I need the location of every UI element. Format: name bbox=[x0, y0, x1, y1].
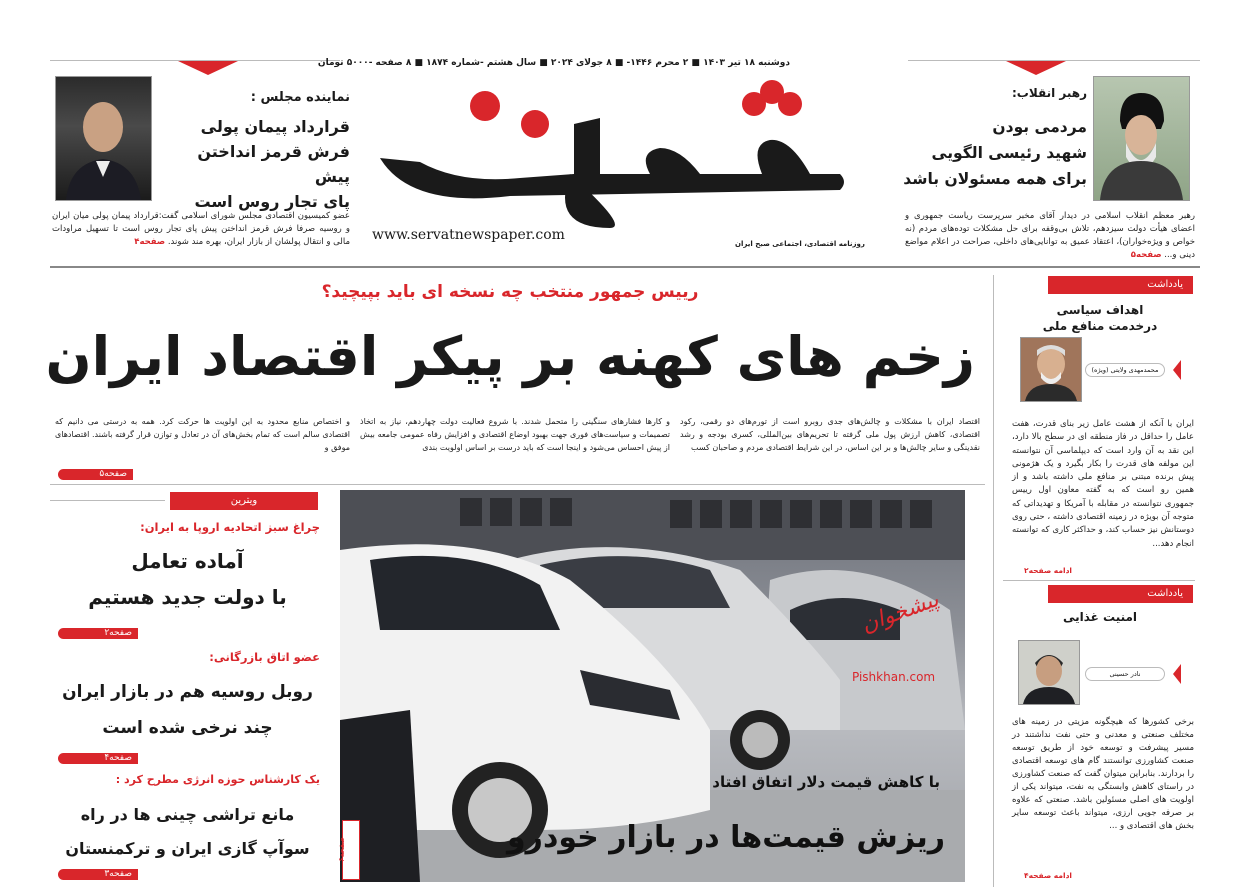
showcase-item-3-line1: مانع تراشی چینی ها در راه bbox=[80, 805, 295, 824]
column-1-body: ایران با آنکه از هشت عامل زیر بنای قدرت، هفت عامل را حداقل در فاز منطقه ای در سطح بالا دارد، این نقد به آن وارد است که دیپلماسی آن نتوانسته این مولفه های قدرت را بکار بگیرد و یک هژمونی پیش برنده مبتنی بر منافع ملی داشته باشد و از همین رو است که به گفته معاون اول رییس جمهوری نتوانسته در مقابله با آمریکا و تهدیداتی که متوجه آن بویژه در زمینه اقتصادی داشته ، حتی روی دوستانش نیز حساب کند، و حداکثر کاری که توانسته انجام دهد... bbox=[1012, 419, 1194, 549]
left-story-headline-line2: فرش قرمز انداختن پیش bbox=[197, 142, 350, 186]
left-story-kicker: نماینده مجلس : bbox=[250, 90, 350, 105]
showcase-item-3-kicker: یک کارشناس حوزه انرژی مطرح کرد : bbox=[115, 773, 320, 786]
main-story-page-ref[interactable]: صفحه۵ bbox=[58, 469, 133, 480]
showcase-item-3-line2: سوآپ گازی ایران و ترکمنستان bbox=[65, 839, 310, 858]
left-story-headline-line1: قرارداد پیمان پولی bbox=[200, 117, 350, 136]
mp-portrait bbox=[55, 76, 152, 201]
column-2-tag: یادداشت bbox=[1048, 585, 1193, 603]
column-1-author: محمدمهدی ولایتی (ویژه) bbox=[1085, 363, 1165, 377]
column-1-title[interactable] bbox=[1005, 302, 1195, 334]
showcase-item-3-headline[interactable] bbox=[55, 798, 320, 866]
masthead-divider bbox=[50, 266, 1200, 268]
column-1-tag: یادداشت bbox=[1048, 276, 1193, 294]
watermark-url: Pishkhan.com bbox=[852, 670, 936, 684]
showcase-item-2-line2: چند نرخی شده است bbox=[102, 718, 273, 738]
logo-graphic bbox=[370, 78, 850, 228]
photo-story-headline[interactable]: ریزش قیمت‌ها در بازار خودرو bbox=[507, 820, 945, 855]
main-story-kicker: رییس جمهور منتخب چه نسخه ای باید بپیچید؟ bbox=[321, 282, 699, 302]
column-1-arrow-marker bbox=[1173, 360, 1181, 380]
column-2-author-photo bbox=[1018, 640, 1080, 705]
main-story-col-2: و کارها فشارهای سنگینی را متحمل شدند. با شروع فعالیت دولت چهاردهم، نیاز به اتخاذ تصمیمات و سیاست‌های فوری جهت بهبود اوضاع اقتصادی و افزایش رفاه عمومی جامعه بیش از پیش احساس می‌شود و اینجا است که باید درست بر اساس اولویت بندی bbox=[360, 417, 670, 452]
right-story-body: رهبر معظم انقلاب اسلامی در دیدار آقای مخبر سرپرست ریاست جمهوری و اعضای هیأت دولت سیزدهم، تلاش بی‌وقفه برای حل مشکلات توده‌های مردم (نه خواص و ویژه‌خواران)، اعتقاد عمیق به توانایی‌های داخلی، صراحت در اعلام مواضع دینی و... صفحه۵ bbox=[905, 211, 1195, 260]
left-story-headline-line3: پای تجار روس است bbox=[194, 192, 350, 211]
main-story-col-1: اقتصاد ایران با مشکلات و چالش‌های جدی روبرو است از تورم‌های دو رقمی، رکود اقتصادی، کاهش ارزش پول ملی گرفته تا تحریم‌های بین‌المللی، کسری بودجه و رشد نقدینگی و سایر چالش‌ها و بر این اساس، در این شرایط اقتصادی مردم و صاحبان کسب bbox=[680, 417, 980, 452]
right-story-kicker: رهبر انقلاب: bbox=[1012, 86, 1087, 100]
right-story-page-ref[interactable]: صفحه۵ bbox=[1130, 250, 1162, 260]
watermark-logo: پیشخوان bbox=[858, 587, 943, 638]
right-story-headline-line1: مردمی بودن bbox=[992, 118, 1087, 136]
showcase-item-1-page-ref[interactable]: صفحه۲ bbox=[58, 628, 138, 639]
photo-story-page-ref[interactable]: صفحه۶ bbox=[342, 820, 360, 880]
main-story-col-3: و اختصاص منابع محدود به این اولویت ها حرکت کرد. همه به درستی می دانیم که اقتصادی سالم است که تمام بخش‌های آن در تعادل و توازن قرار گرفته باشند. اقتصادهای موفق و bbox=[55, 417, 350, 452]
left-story-body: عضو کمیسیون اقتصادی مجلس شورای اسلامی گفت:قرارداد پیمان پولی میان ایران و روسیه صرفا فرش قرمز انداختن پیش پای تجار روس است تا تسهیل مراودات مالی و انتقال پولشان از بازار ایران، بهره مند شوند. صفحه۴ bbox=[52, 211, 350, 247]
column-2-author: نادر حسینی bbox=[1085, 667, 1165, 681]
dateline: دوشنبه ۱۸ تیر ۱۴۰۳ ■ ۲ محرم ۱۴۴۶- ■ ۸ جولای ۲۰۲۴ ■ سال هشتم -شماره ۱۸۷۴ ■ ۸ صفحه -۵۰۰۰ تومان bbox=[317, 58, 790, 68]
website-url[interactable]: www.servatnewspaper.com bbox=[372, 227, 565, 243]
right-header-marker bbox=[1006, 61, 1066, 75]
column-2-arrow-marker bbox=[1173, 664, 1181, 684]
column-2-body: برخی کشورها که هیچگونه مزیتی در زمینه های مختلف صنعتی و معدنی و حتی نفت نداشتند در مسیر پیشرفت و توسعه خود از طریق توسعه صنعت کشاورزی توانستند گام های توسعه اقتصادی را بردارند. بنابراین میتوان گفت که صنعت کشاورزی در راستای کاهش وابستگی به نفت، میتواند یکی از اولویت های اصلی مسئولین باشد. صنعتی که علاوه بر صرفه جویی ارزی، میتواند باعث توسعه سایر بخش های اقتصادی و ... bbox=[1012, 717, 1194, 831]
column-2-title[interactable]: امنیت غذایی bbox=[1062, 610, 1138, 624]
right-story-headline-line2: شهید رئیسی الگویی bbox=[931, 144, 1087, 162]
showcase-item-3-page-ref[interactable]: صفحه۳ bbox=[58, 869, 138, 880]
showcase-item-1-kicker: چراغ سبز اتحادیه اروپا به ایران: bbox=[140, 520, 320, 534]
photo-story-kicker: با کاهش قیمت دلار اتفاق افتاد bbox=[712, 773, 940, 791]
leader-portrait bbox=[1093, 76, 1190, 201]
left-story-page-ref[interactable]: صفحه۴ bbox=[134, 237, 166, 247]
showcase-item-1-headline[interactable] bbox=[55, 543, 320, 615]
main-story-headline[interactable]: زخم های کهنه بر پیکر اقتصاد ایران bbox=[45, 325, 975, 388]
newspaper-logo[interactable] bbox=[370, 78, 850, 228]
showcase-item-2-page-ref[interactable]: صفحه۴ bbox=[58, 753, 138, 764]
showcase-item-2-kicker: عضو اتاق بازرگانی: bbox=[209, 650, 320, 664]
car-showroom-photo[interactable] bbox=[336, 490, 965, 882]
column-1-author-photo bbox=[1020, 337, 1082, 402]
column-1-page-ref[interactable]: ادامه صفحه۲ bbox=[1024, 566, 1072, 575]
showcase-item-1-line1: آماده تعامل bbox=[131, 549, 244, 573]
column-1-title-line1: اهداف سیاسی bbox=[1056, 303, 1144, 317]
showcase-item-2-headline[interactable] bbox=[55, 674, 320, 746]
column-1-title-line2: درخدمت منافع ملی bbox=[1042, 319, 1158, 333]
left-story-headline[interactable] bbox=[158, 114, 350, 214]
right-story-headline-line3: برای همه مسئولان باشد bbox=[903, 170, 1087, 188]
column-2-page-ref[interactable]: ادامه صفحه۴ bbox=[1024, 871, 1072, 880]
showcase-tag: ویترین bbox=[170, 492, 318, 510]
tagline: روزنامه اقتصادی، اجتماعی صبح ایران bbox=[735, 240, 865, 248]
showcase-item-2-line1: روبل روسیه هم در بازار ایران bbox=[62, 682, 313, 702]
showcase-item-1-line2: با دولت جدید هستیم bbox=[88, 585, 287, 609]
right-story-headline[interactable] bbox=[885, 114, 1087, 192]
left-header-marker bbox=[178, 61, 238, 75]
